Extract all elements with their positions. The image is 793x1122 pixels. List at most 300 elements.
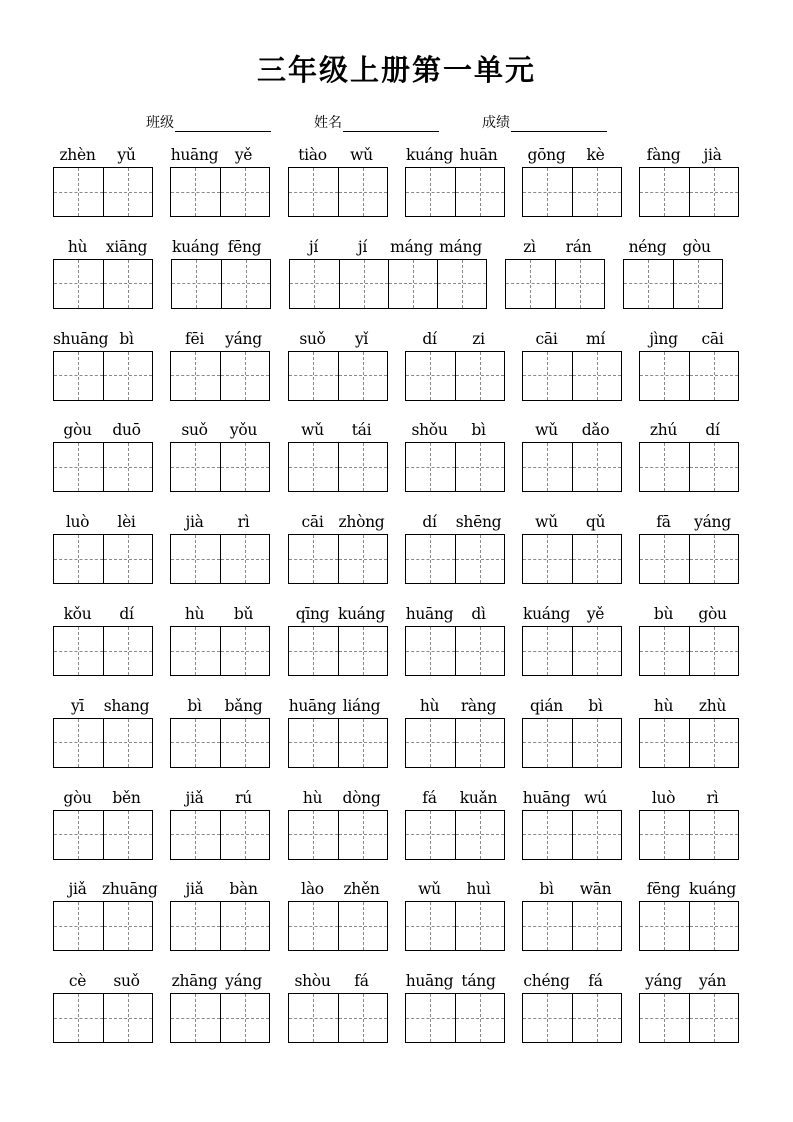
pinyin-syllable: huāng [288, 696, 337, 715]
character-box[interactable] [103, 811, 152, 859]
character-box[interactable] [103, 168, 152, 216]
character-box[interactable] [640, 811, 689, 859]
pinyin-syllable: yě [234, 146, 253, 164]
pinyin-syllable: kuáng [688, 880, 737, 899]
writing-boxes [405, 351, 505, 401]
character-box[interactable] [406, 443, 455, 491]
pinyin-syllable: rú [235, 788, 252, 807]
pinyin-line [522, 328, 620, 350]
character-box[interactable] [54, 902, 103, 950]
writing-boxes [405, 993, 505, 1043]
pinyin-syllable: luò [65, 513, 90, 532]
character-box[interactable] [689, 627, 738, 675]
writing-boxes [405, 718, 505, 768]
pinyin-syllable: rì [706, 788, 719, 807]
character-box[interactable] [523, 902, 572, 950]
writing-boxes [170, 901, 270, 951]
pinyin-line [170, 419, 268, 441]
pinyin-syllable: tái [351, 421, 372, 440]
pinyin-syllable: zhāng [171, 972, 218, 991]
pinyin-syllable: hù [419, 696, 440, 715]
pinyin-line [53, 787, 151, 809]
character-box[interactable] [640, 352, 689, 400]
pinyin-syllable: běn [112, 788, 141, 807]
pinyin-line [405, 511, 503, 533]
writing-boxes [639, 167, 739, 217]
pinyin-syllable: qián [530, 696, 563, 715]
score-field [482, 112, 607, 132]
writing-boxes [170, 534, 270, 584]
writing-boxes [53, 259, 153, 309]
writing-boxes [505, 259, 605, 309]
character-box[interactable] [171, 352, 220, 400]
pinyin-syllable: huāng [170, 146, 219, 164]
pinyin-syllable: lèi [117, 513, 136, 532]
pinyin-line [288, 787, 386, 809]
pinyin-syllable: táng [461, 972, 496, 991]
pinyin-syllable: dòng [342, 788, 381, 807]
character-box[interactable] [338, 994, 387, 1042]
pinyin-line [405, 695, 503, 717]
pinyin-syllable: zhòng [338, 513, 385, 532]
pinyin-line [288, 144, 386, 166]
writing-boxes [171, 259, 271, 309]
pinyin-syllable: cè [68, 972, 87, 991]
pinyin-syllable: kuáng [337, 605, 386, 623]
character-box[interactable] [455, 811, 504, 859]
writing-boxes [405, 167, 505, 217]
character-box[interactable] [103, 902, 152, 950]
pinyin-line [639, 328, 737, 350]
character-box[interactable] [338, 627, 387, 675]
pinyin-syllable: yī [70, 696, 85, 715]
writing-boxes [170, 993, 270, 1043]
pinyin-line [522, 603, 620, 625]
writing-boxes [170, 351, 270, 401]
character-box[interactable] [455, 535, 504, 583]
character-box[interactable] [220, 352, 269, 400]
character-box[interactable] [406, 627, 455, 675]
character-box[interactable] [54, 260, 103, 308]
writing-boxes [405, 901, 505, 951]
pinyin-syllable: zhèn [59, 146, 96, 164]
character-box[interactable] [572, 902, 621, 950]
character-box[interactable] [640, 627, 689, 675]
character-box[interactable] [338, 168, 387, 216]
writing-boxes [53, 167, 153, 217]
character-box[interactable] [220, 535, 269, 583]
pinyin-syllable: máng [390, 237, 433, 256]
writing-boxes [522, 810, 622, 860]
character-box[interactable] [523, 627, 572, 675]
character-box[interactable] [103, 627, 152, 675]
pinyin-line [623, 236, 721, 258]
pinyin-line [288, 328, 386, 350]
writing-boxes [405, 626, 505, 676]
writing-boxes [522, 442, 622, 492]
character-box[interactable] [523, 443, 572, 491]
pinyin-line [53, 878, 158, 900]
character-box[interactable] [689, 719, 738, 767]
pinyin-syllable: shuāng [53, 329, 109, 348]
pinyin-syllable: yǐ [354, 329, 369, 348]
character-box[interactable] [406, 168, 455, 216]
character-box[interactable] [289, 352, 338, 400]
pinyin-syllable: jiǎ [185, 788, 204, 807]
pinyin-syllable: dì [471, 605, 486, 623]
writing-boxes [53, 442, 153, 492]
pinyin-line [170, 878, 268, 900]
character-box[interactable] [289, 811, 338, 859]
writing-boxes [288, 810, 388, 860]
character-box[interactable] [220, 811, 269, 859]
pinyin-syllable: zi [472, 329, 485, 348]
pinyin-syllable: zì [523, 237, 536, 256]
writing-boxes [289, 259, 487, 309]
pinyin-syllable: suǒ [181, 421, 208, 440]
pinyin-syllable: qīng [295, 605, 330, 623]
character-box[interactable] [171, 994, 220, 1042]
character-box[interactable] [103, 535, 152, 583]
pinyin-syllable: yán [698, 972, 727, 991]
character-box[interactable] [171, 443, 220, 491]
character-box[interactable] [103, 994, 152, 1042]
writing-boxes [522, 534, 622, 584]
writing-boxes [522, 718, 622, 768]
character-box[interactable] [640, 535, 689, 583]
character-box[interactable] [640, 994, 689, 1042]
pinyin-line [53, 695, 151, 717]
writing-boxes [170, 810, 270, 860]
character-box[interactable] [338, 443, 387, 491]
character-box[interactable] [406, 719, 455, 767]
character-box[interactable] [523, 811, 572, 859]
header-fields [0, 112, 793, 134]
character-box[interactable] [455, 994, 504, 1042]
character-box[interactable] [523, 535, 572, 583]
writing-boxes [53, 351, 153, 401]
character-box[interactable] [555, 260, 604, 308]
pinyin-line [53, 328, 151, 350]
pinyin-line [288, 878, 386, 900]
character-box[interactable] [54, 811, 103, 859]
pinyin-syllable: hù [67, 237, 88, 256]
score-blank[interactable] [511, 117, 607, 132]
character-box[interactable] [523, 168, 572, 216]
pinyin-syllable: xiāng [105, 237, 148, 256]
pinyin-line [288, 603, 386, 625]
pinyin-line [53, 970, 151, 992]
character-box[interactable] [171, 627, 220, 675]
character-box[interactable] [171, 535, 220, 583]
character-box[interactable] [406, 994, 455, 1042]
pinyin-syllable: ràng [460, 696, 497, 715]
character-box[interactable] [289, 535, 338, 583]
character-box[interactable] [54, 352, 103, 400]
character-box[interactable] [338, 535, 387, 583]
character-box[interactable] [523, 719, 572, 767]
character-box[interactable] [689, 994, 738, 1042]
character-box[interactable] [572, 168, 621, 216]
writing-boxes [522, 901, 622, 951]
character-box[interactable] [455, 627, 504, 675]
pinyin-syllable: tiào [298, 146, 327, 164]
character-box[interactable] [640, 443, 689, 491]
character-box[interactable] [455, 443, 504, 491]
character-box[interactable] [572, 719, 621, 767]
writing-boxes [170, 167, 270, 217]
pinyin-syllable: zhěn [343, 880, 380, 899]
character-box[interactable] [572, 352, 621, 400]
character-box[interactable] [455, 902, 504, 950]
pinyin-syllable: huāng [522, 788, 571, 807]
pinyin-syllable: duō [112, 421, 141, 440]
character-box[interactable] [406, 902, 455, 950]
pinyin-line [639, 419, 737, 441]
pinyin-syllable: hù [653, 696, 674, 715]
pinyin-line [170, 603, 268, 625]
character-box[interactable] [689, 352, 738, 400]
pinyin-syllable: cāi [701, 329, 724, 348]
pinyin-syllable: bì [187, 696, 202, 715]
writing-boxes [522, 167, 622, 217]
character-box[interactable] [220, 902, 269, 950]
pinyin-line [405, 328, 503, 350]
character-box[interactable] [572, 811, 621, 859]
class-blank[interactable] [175, 117, 271, 132]
pinyin-line [170, 511, 268, 533]
pinyin-line [170, 328, 268, 350]
pinyin-syllable: gòu [63, 788, 92, 807]
pinyin-syllable: fēng [646, 880, 681, 899]
character-box[interactable] [103, 352, 152, 400]
character-box[interactable] [437, 260, 486, 308]
character-box[interactable] [172, 260, 221, 308]
pinyin-syllable: fā [656, 513, 671, 532]
writing-boxes [288, 167, 388, 217]
pinyin-line [505, 236, 603, 258]
character-box[interactable] [506, 260, 555, 308]
writing-boxes [170, 718, 270, 768]
pinyin-syllable: dí [422, 329, 437, 348]
pinyin-line [288, 695, 386, 717]
character-box[interactable] [221, 260, 270, 308]
pinyin-syllable: gòu [63, 421, 92, 440]
pinyin-syllable: yǔ [117, 146, 136, 164]
character-box[interactable] [54, 994, 103, 1042]
pinyin-syllable: yě [586, 605, 605, 623]
writing-boxes [288, 351, 388, 401]
character-box[interactable] [689, 443, 738, 491]
character-box[interactable] [171, 902, 220, 950]
pinyin-syllable: suǒ [299, 329, 326, 348]
pinyin-line [639, 695, 737, 717]
character-box[interactable] [406, 535, 455, 583]
character-box[interactable] [289, 994, 338, 1042]
character-box[interactable] [220, 168, 269, 216]
character-box[interactable] [455, 719, 504, 767]
pinyin-syllable: dǎo [581, 421, 610, 440]
pinyin-syllable: kuáng [405, 146, 454, 164]
pinyin-line [288, 511, 386, 533]
writing-boxes [288, 534, 388, 584]
character-box[interactable] [220, 627, 269, 675]
pinyin-line [522, 419, 620, 441]
character-box[interactable] [338, 811, 387, 859]
character-box[interactable] [220, 994, 269, 1042]
character-box[interactable] [689, 168, 738, 216]
writing-boxes [639, 351, 739, 401]
pinyin-syllable: zhuāng [102, 880, 158, 899]
character-box[interactable] [689, 535, 738, 583]
character-box[interactable] [54, 168, 103, 216]
character-box[interactable] [289, 719, 338, 767]
pinyin-syllable: wǔ [301, 421, 324, 440]
character-box[interactable] [388, 260, 437, 308]
character-box[interactable] [103, 719, 152, 767]
character-box[interactable] [289, 627, 338, 675]
pinyin-line [171, 236, 269, 258]
pinyin-syllable: luò [651, 788, 676, 807]
writing-boxes [288, 993, 388, 1043]
pinyin-syllable: shang [103, 696, 150, 715]
writing-boxes [288, 718, 388, 768]
pinyin-syllable: jià [185, 513, 204, 532]
writing-boxes [522, 351, 622, 401]
writing-boxes [53, 810, 153, 860]
character-box[interactable] [290, 260, 339, 308]
pinyin-line [53, 419, 151, 441]
pinyin-syllable: dí [119, 605, 134, 623]
character-box[interactable] [339, 260, 388, 308]
pinyin-syllable: jí [357, 237, 368, 256]
character-box[interactable] [406, 352, 455, 400]
character-box[interactable] [54, 719, 103, 767]
writing-boxes [53, 993, 153, 1043]
character-box[interactable] [455, 168, 504, 216]
pinyin-syllable: huì [466, 880, 491, 899]
pinyin-line [522, 787, 620, 809]
character-box[interactable] [523, 994, 572, 1042]
pinyin-syllable: shēng [455, 513, 502, 532]
pinyin-syllable: huāng [405, 972, 454, 991]
pinyin-line [289, 236, 485, 258]
character-box[interactable] [54, 443, 103, 491]
character-box[interactable] [572, 994, 621, 1042]
character-box[interactable] [103, 260, 152, 308]
score-label: 成绩 [482, 115, 510, 131]
pinyin-syllable: lào [301, 880, 324, 899]
pinyin-syllable: liáng [342, 696, 381, 715]
pinyin-line [405, 878, 503, 900]
pinyin-line [53, 603, 151, 625]
character-box[interactable] [406, 811, 455, 859]
character-box[interactable] [220, 719, 269, 767]
pinyin-syllable: wú [584, 788, 607, 807]
writing-boxes [623, 259, 723, 309]
pinyin-syllable: dí [422, 513, 437, 532]
character-box[interactable] [673, 260, 722, 308]
character-box[interactable] [54, 535, 103, 583]
pinyin-line [639, 603, 737, 625]
writing-boxes [639, 901, 739, 951]
pinyin-syllable: jià [703, 146, 722, 164]
pinyin-syllable: jí [308, 237, 319, 256]
character-box[interactable] [171, 719, 220, 767]
character-box[interactable] [171, 811, 220, 859]
character-box[interactable] [338, 902, 387, 950]
character-box[interactable] [689, 811, 738, 859]
pinyin-syllable: néng [628, 237, 667, 256]
pinyin-line [170, 144, 268, 166]
pinyin-syllable: kuáng [522, 605, 571, 623]
pinyin-syllable: gòu [698, 605, 727, 623]
pinyin-syllable: kuǎn [459, 788, 498, 807]
pinyin-syllable: huān [459, 146, 498, 164]
character-box[interactable] [523, 352, 572, 400]
character-box[interactable] [689, 902, 738, 950]
pinyin-syllable: huāng [405, 605, 454, 623]
writing-boxes [639, 442, 739, 492]
character-box[interactable] [640, 168, 689, 216]
writing-boxes [522, 993, 622, 1043]
character-box[interactable] [289, 168, 338, 216]
pinyin-syllable: fēi [185, 329, 204, 348]
pinyin-syllable: bǎng [224, 696, 263, 715]
name-field [314, 112, 439, 132]
character-box[interactable] [289, 902, 338, 950]
name-label: 姓名 [314, 115, 342, 131]
character-box[interactable] [640, 719, 689, 767]
pinyin-line [405, 970, 503, 992]
writing-boxes [639, 993, 739, 1043]
character-box[interactable] [455, 352, 504, 400]
writing-boxes [405, 442, 505, 492]
name-blank[interactable] [343, 117, 439, 132]
pinyin-syllable: hù [302, 788, 323, 807]
character-box[interactable] [54, 627, 103, 675]
pinyin-syllable: rán [565, 237, 592, 256]
writing-boxes [53, 718, 153, 768]
pinyin-line [405, 603, 503, 625]
character-box[interactable] [289, 443, 338, 491]
character-box[interactable] [171, 168, 220, 216]
character-box[interactable] [624, 260, 673, 308]
pinyin-line [405, 787, 503, 809]
pinyin-syllable: shòu [294, 972, 331, 991]
pinyin-line [170, 970, 268, 992]
pinyin-syllable: bàn [229, 880, 258, 899]
character-box[interactable] [338, 352, 387, 400]
character-box[interactable] [572, 627, 621, 675]
character-box[interactable] [572, 535, 621, 583]
writing-boxes [639, 718, 739, 768]
pinyin-syllable: jiǎ [185, 880, 204, 899]
character-box[interactable] [640, 902, 689, 950]
pinyin-line [639, 511, 737, 533]
pinyin-syllable: fá [354, 972, 369, 991]
pinyin-line [170, 787, 268, 809]
character-box[interactable] [220, 443, 269, 491]
pinyin-syllable: gōng [527, 146, 566, 164]
pinyin-line [522, 970, 620, 992]
pinyin-syllable: suǒ [113, 972, 140, 991]
character-box[interactable] [572, 443, 621, 491]
character-box[interactable] [338, 719, 387, 767]
pinyin-line [639, 787, 737, 809]
writing-boxes [53, 534, 153, 584]
character-box[interactable] [103, 443, 152, 491]
